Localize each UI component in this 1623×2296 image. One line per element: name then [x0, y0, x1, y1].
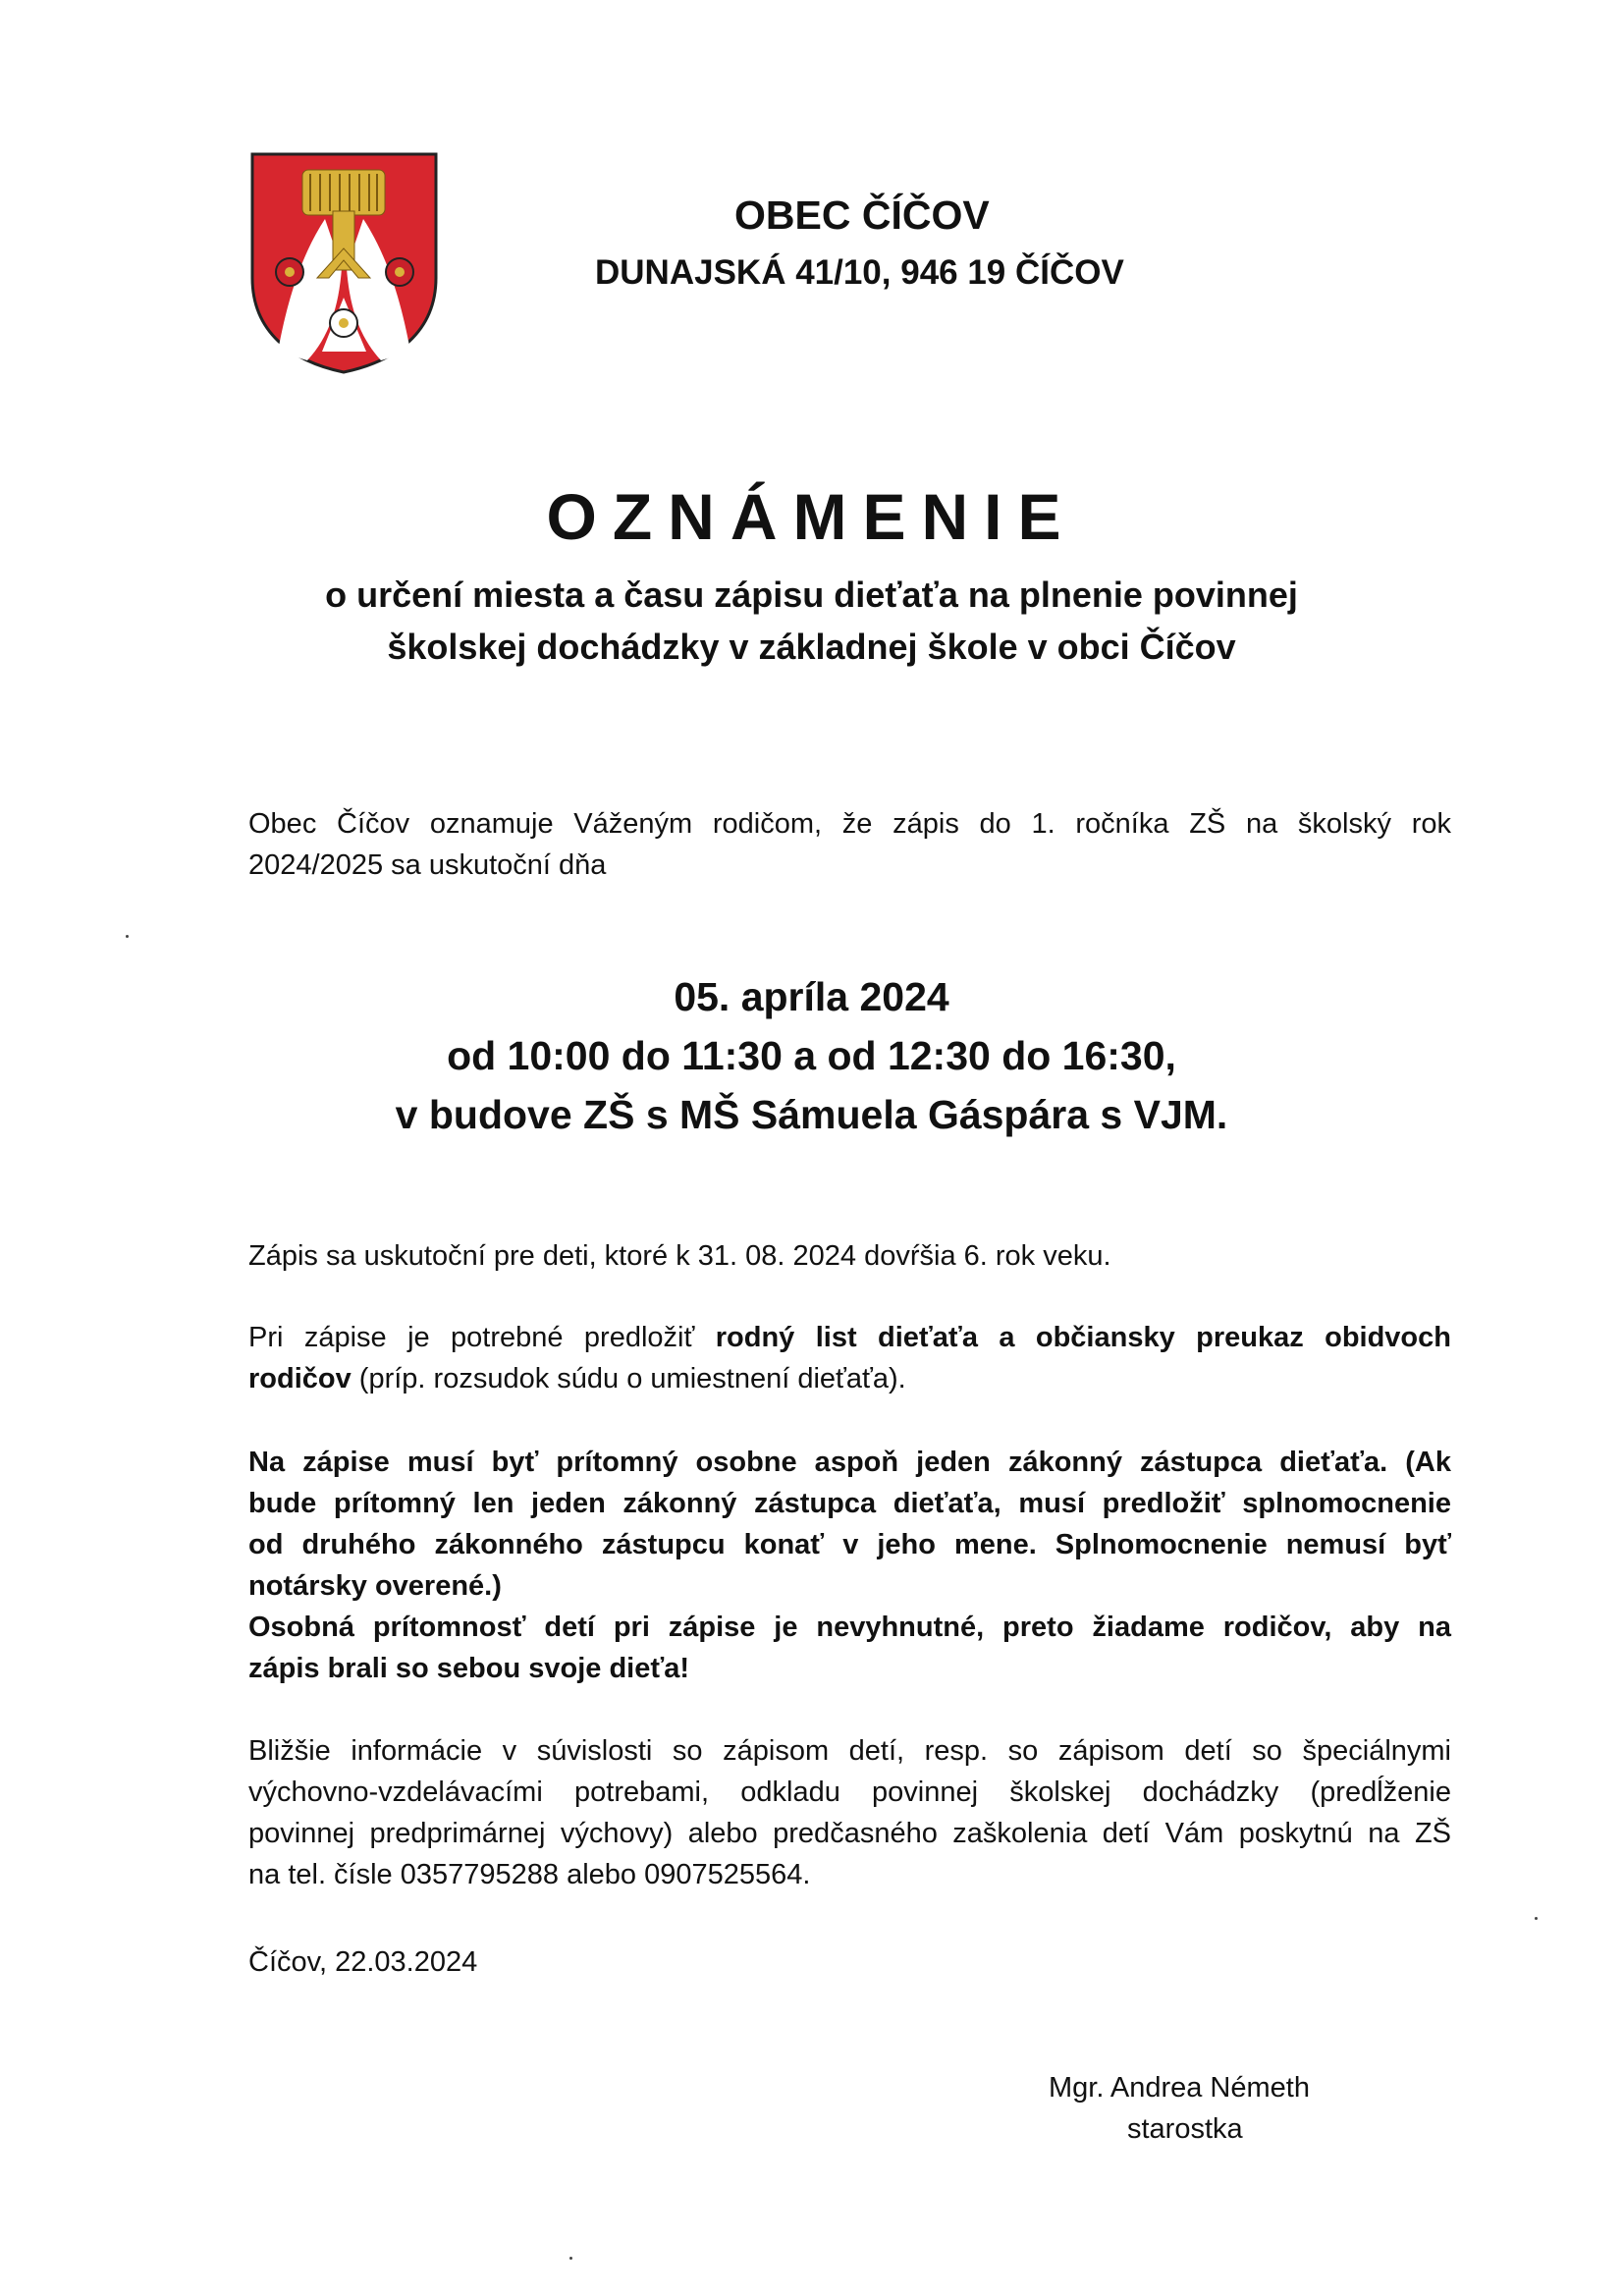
info-paragraph — [248, 1730, 1451, 1895]
attendance-line-3: od druhého zákonného zástupcu konať v jeho mene. Splnomocnenie nemusí byť — [248, 1529, 1451, 1560]
attendance-paragraph — [248, 1442, 1451, 1689]
coat-of-arms-icon — [248, 150, 440, 376]
intro-line-2: 2024/2025 sa uskutoční dňa — [248, 849, 607, 881]
scan-speck — [569, 2257, 572, 2260]
documents-line-2 — [248, 1358, 1451, 1399]
intro-paragraph — [248, 803, 1451, 886]
documents-note: (príp. rozsudok súdu o umiestnení dieťaťa). — [351, 1363, 906, 1394]
attendance-line-6: zápis brali so sebou svoje dieťa! — [248, 1653, 690, 1684]
eligibility-paragraph — [248, 1235, 1451, 1277]
scan-speck — [1535, 1917, 1538, 1920]
documents-required-bold: rodný list dieťaťa a občiansky preukaz obidvoch — [715, 1322, 1451, 1353]
document-title: OZNÁMENIE — [546, 480, 1077, 553]
info-line-1: Bližšie informácie v súvislosti so zápisom detí, resp. so zápisom detí so špeciálnymi — [248, 1735, 1451, 1767]
event-date: 05. apríla 2024 — [674, 974, 949, 1019]
event-time: od 10:00 do 11:30 a od 12:30 do 16:30, — [447, 1033, 1176, 1078]
event-place: v budove ZŠ s MŠ Sámuela Gáspára s VJM. — [395, 1092, 1228, 1137]
scan-speck — [126, 935, 129, 938]
documents-line-1 — [248, 1317, 1451, 1358]
documents-parents-bold: rodičov — [248, 1363, 352, 1394]
subtitle-line-2: školskej dochádzky v základnej škole v obci Číčov — [387, 627, 1236, 667]
intro-line-1: Obec Číčov oznamuje Váženým rodičom, že zápis do 1. ročníka ZŠ na školský rok — [248, 808, 1451, 840]
signatory-name: Mgr. Andrea Németh — [1049, 2072, 1310, 2104]
info-line-2: výchovno-vzdelávacími potrebami, odkladu povinnej školskej dochádzky (predĺženie — [248, 1777, 1451, 1808]
place-date: Číčov, 22.03.2024 — [248, 1946, 478, 1978]
subtitle-line-1: o určení miesta a času zápisu dieťaťa na plnenie povinnej — [325, 574, 1298, 615]
documents-text: Pri zápise je potrebné predložiť — [248, 1322, 716, 1353]
attendance-line-4: notársky overené.) — [248, 1570, 502, 1602]
info-line-3: povinnej predprimárnej výchovy) alebo predčasného zaškolenia detí Vám poskytnú na ZŠ — [248, 1818, 1451, 1849]
municipality-name: OBEC ČÍČOV — [734, 192, 990, 238]
municipality-address: DUNAJSKÁ 41/10, 946 19 ČÍČOV — [595, 253, 1124, 292]
info-line-4: na tel. čísle 0357795288 alebo 0907525564. — [248, 1859, 811, 1890]
attendance-line-1: Na zápise musí byť prítomný osobne aspoň jeden zákonný zástupca dieťaťa. (Ak — [248, 1447, 1451, 1478]
attendance-line-2: bude prítomný len jeden zákonný zástupca dieťaťa, musí predložiť splnomocnenie — [248, 1488, 1451, 1519]
eligibility-line: Zápis sa uskutoční pre deti, ktoré k 31. 08. 2024 dovŕšia 6. rok veku. — [248, 1240, 1111, 1272]
documents-paragraph — [248, 1317, 1451, 1399]
attendance-line-5: Osobná prítomnosť detí pri zápise je nevyhnutné, preto žiadame rodičov, aby na — [248, 1612, 1451, 1643]
signatory-role: starostka — [1127, 2113, 1243, 2145]
